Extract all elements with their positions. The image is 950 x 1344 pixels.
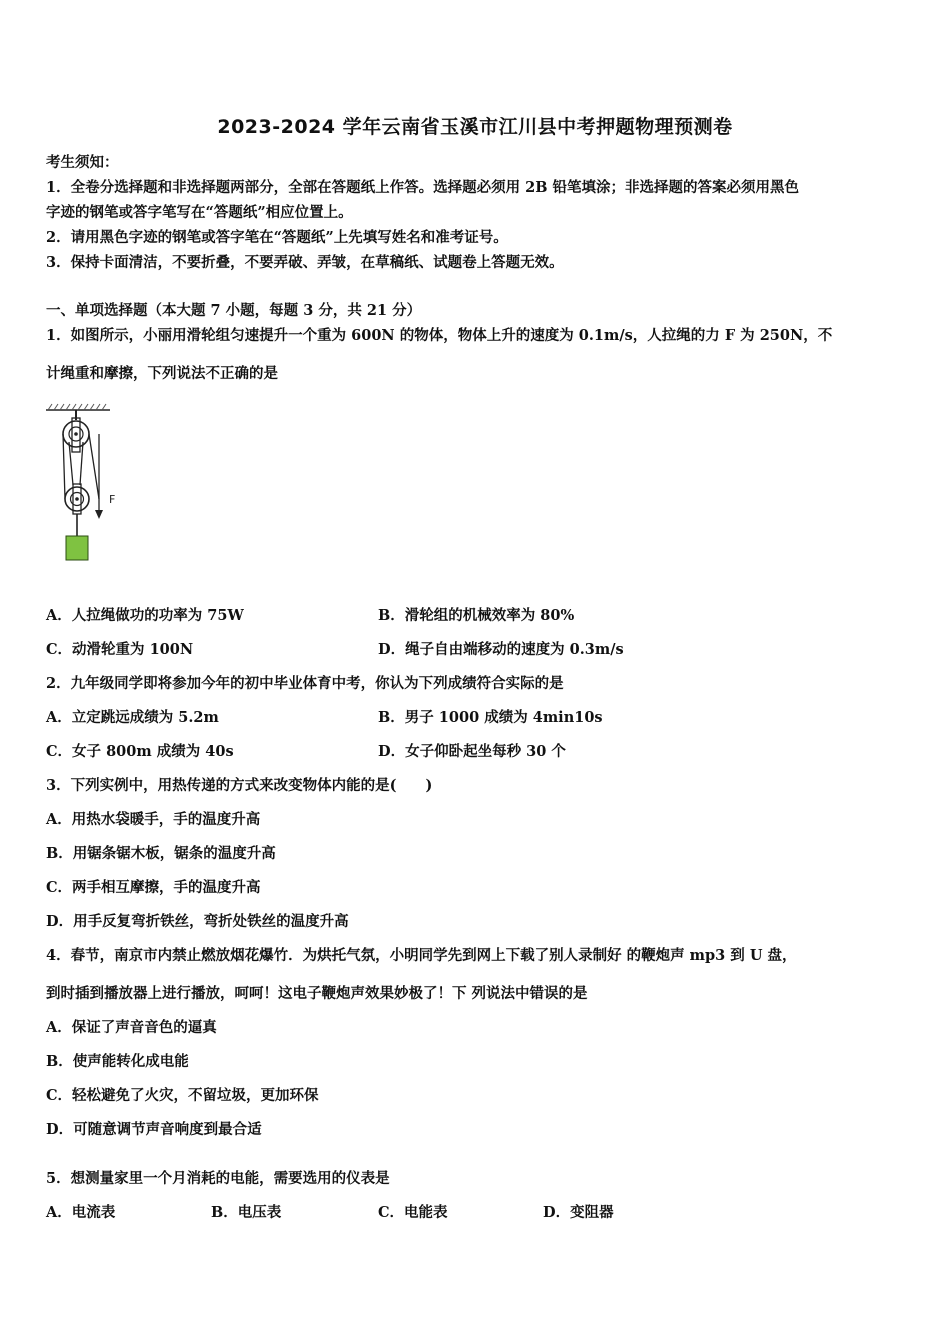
q2-option-c: C．女子 800m 成绩为 40s [46, 743, 234, 760]
notice-item: 1．全卷分选择题和非选择题两部分，全部在答题纸上作答。选择题必须用 2B 铅笔填涂；非选择题的答案必须用黑色 [46, 179, 800, 196]
question-1-stem: 1．如图所示，小丽用滑轮组匀速提升一个重为 600N 的物体，物体上升的速度为 0.1m/s，人拉绳的力 F 为 250N，不 [46, 327, 833, 344]
q3-option-c: C．两手相互摩擦，手的温度升高 [46, 879, 261, 896]
weight-block-icon [66, 536, 88, 560]
q2-option-b: B．男子 1000 成绩为 4min10s [378, 709, 603, 726]
page-title: 2023-2024 学年云南省玉溪市江川县中考押题物理预测卷 [217, 116, 733, 138]
q5-option-b: B．电压表 [211, 1204, 282, 1221]
question-2-stem: 2．九年级同学即将参加今年的初中毕业体育中考，你认为下列成绩符合实际的是 [46, 675, 564, 692]
q5-option-a: A．电流表 [46, 1204, 116, 1221]
q1-option-b: B．滑轮组的机械效率为 80% [378, 607, 575, 624]
q4-option-c: C．轻松避免了火灾，不留垃圾，更加环保 [46, 1087, 319, 1104]
notice-heading: 考生须知： [46, 154, 119, 171]
movable-pulley-icon [65, 484, 89, 514]
q5-option-c: C．电能表 [378, 1204, 448, 1221]
question-1-stem-cont: 计绳重和摩擦，下列说法不正确的是 [46, 365, 278, 382]
notice-item: 2．请用黑色字迹的钢笔或答字笔在“答题纸”上先填写姓名和准考证号。 [46, 229, 508, 246]
question-4-stem-cont: 到时插到播放器上进行播放，呵呵！这电子鞭炮声效果妙极了！下 列说法中错误的是 [46, 985, 588, 1002]
q4-option-d: D．可随意调节声音响度到最合适 [46, 1121, 262, 1138]
q1-option-d: D．绳子自由端移动的速度为 0.3m/s [378, 641, 624, 658]
section-heading: 一、单项选择题（本大题 7 小题，每题 3 分，共 21 分） [46, 302, 422, 319]
arrow-icon [95, 510, 103, 519]
q4-option-b: B．使声能转化成电能 [46, 1053, 189, 1070]
q2-option-d: D．女子仰卧起坐每秒 30 个 [378, 743, 566, 760]
q2-option-a: A．立定跳远成绩为 5.2m [46, 709, 219, 726]
question-3-stem: 3．下列实例中，用热传递的方式来改变物体内能的是( ) [46, 777, 433, 794]
q1-option-a: A．人拉绳做功的功率为 75W [46, 607, 244, 624]
fixed-pulley-icon [63, 418, 89, 452]
notice-item: 字迹的钢笔或答字笔写在“答题纸”相应位置上。 [46, 204, 353, 221]
q5-option-d: D．变阻器 [543, 1204, 614, 1221]
notice-item: 3．保持卡面清洁，不要折叠，不要弄破、弄皱，在草稿纸、试题卷上答题无效。 [46, 254, 564, 271]
question-5-stem: 5．想测量家里一个月消耗的电能，需要选用的仪表是 [46, 1170, 390, 1187]
q1-option-c: C．动滑轮重为 100N [46, 641, 194, 658]
ceiling-icon [46, 404, 110, 410]
force-label: F [109, 493, 116, 506]
q3-option-d: D．用手反复弯折铁丝，弯折处铁丝的温度升高 [46, 913, 349, 930]
question-4-stem: 4．春节，南京市内禁止燃放烟花爆竹．为烘托气氛，小明同学先到网上下载了别人录制好 的鞭炮声 mp3 到 U 盘， [46, 947, 797, 964]
q3-option-b: B．用锯条锯木板，锯条的温度升高 [46, 845, 276, 862]
q4-option-a: A．保证了声音音色的逼真 [46, 1019, 217, 1036]
pulley-diagram [44, 402, 134, 567]
q3-option-a: A．用热水袋暖手，手的温度升高 [46, 811, 261, 828]
